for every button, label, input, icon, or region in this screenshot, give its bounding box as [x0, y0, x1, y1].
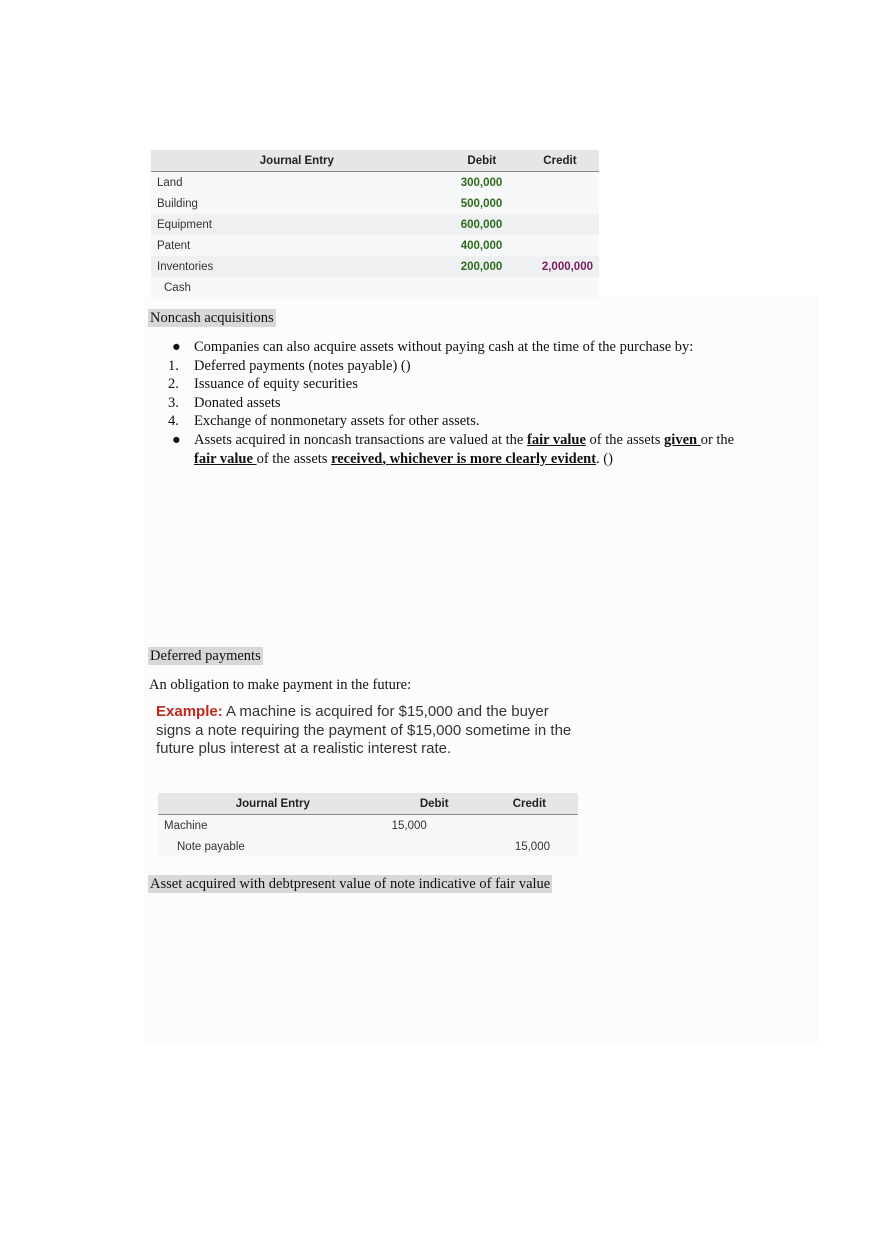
debit-cell — [388, 836, 481, 857]
debit-cell — [443, 277, 521, 298]
account-cell: Equipment — [151, 214, 443, 235]
whichever-emphasis: whichever is more clearly evident — [389, 450, 597, 467]
table-row — [151, 277, 599, 298]
bullet-icon: ● — [172, 431, 181, 448]
fair-value-emphasis: fair value — [194, 450, 257, 467]
debit-cell: 15,000 — [388, 815, 481, 837]
account-cell: Patent — [151, 235, 443, 256]
credit-cell — [521, 193, 599, 214]
column-header-debit: Debit — [388, 793, 481, 815]
account-cell: Note payable — [158, 836, 388, 857]
column-header-credit: Credit — [481, 793, 578, 815]
text-run: . () — [596, 450, 613, 467]
journal-entry-table-2 — [158, 793, 578, 857]
deferred-heading: Deferred payments — [150, 648, 261, 664]
deferred-description: An obligation to make payment in the future: — [149, 677, 412, 693]
credit-cell: 2,000,000 — [521, 256, 599, 277]
table-row — [158, 815, 578, 837]
table-row — [151, 214, 599, 235]
bullet-icon: ● — [172, 339, 181, 355]
example-label: Example: — [156, 703, 223, 720]
debit-cell: 200,000 — [443, 256, 521, 277]
table-row — [151, 256, 599, 277]
table-row — [151, 235, 599, 256]
list-item-text: Issuance of equity securities — [194, 376, 358, 393]
credit-cell — [481, 815, 578, 837]
credit-cell — [521, 214, 599, 235]
list-item — [168, 357, 748, 376]
credit-cell — [521, 172, 599, 194]
asset-debt-heading: Asset acquired with debtpresent value of note indicative of fair value — [150, 876, 551, 892]
noncash-list — [168, 338, 748, 468]
fair-value-emphasis: fair value — [526, 431, 586, 448]
list-item-text: Deferred payments (notes payable) () — [194, 357, 411, 374]
debit-cell: 400,000 — [443, 235, 521, 256]
debit-cell: 300,000 — [443, 172, 521, 194]
account-cell: Inventories — [151, 256, 443, 277]
text-run: , — [382, 450, 390, 467]
table-row — [151, 172, 599, 194]
table-row — [158, 836, 578, 857]
account-cell: Cash — [151, 277, 443, 298]
column-header-credit: Credit — [521, 150, 599, 172]
list-item — [168, 338, 748, 357]
list-item — [168, 375, 748, 394]
text-run: of the assets — [256, 450, 332, 467]
credit-cell — [521, 235, 599, 256]
text-run: or the — [700, 431, 735, 448]
example-text: A machine is acquired for $15,000 and the buyer signs a note requiring the payment of $15,000 sometime in the future plus interest at a realistic interest rate. — [156, 703, 572, 758]
account-cell: Machine — [158, 815, 388, 837]
valuation-text — [194, 431, 748, 468]
account-cell: Building — [151, 193, 443, 214]
column-header-journal-entry: Journal Entry — [158, 793, 388, 815]
debit-cell: 600,000 — [443, 214, 521, 235]
list-item-text: Exchange of nonmonetary assets for other assets. — [194, 413, 480, 430]
account-cell: Land — [151, 172, 443, 194]
list-item — [168, 431, 748, 468]
noncash-heading: Noncash acquisitions — [150, 310, 274, 326]
credit-cell — [521, 277, 599, 298]
text-run: of the assets — [585, 431, 665, 448]
list-marker: 1. — [168, 357, 179, 374]
given-emphasis: given — [664, 431, 701, 448]
list-item — [168, 412, 748, 431]
list-item-text: Donated assets — [194, 394, 281, 411]
debit-cell: 500,000 — [443, 193, 521, 214]
journal-entry-table-1 — [151, 150, 599, 298]
received-emphasis: received — [331, 450, 383, 467]
list-item-text: Companies can also acquire assets without paying cash at the time of the purchase by: — [194, 339, 694, 355]
list-marker: 2. — [168, 376, 179, 393]
list-marker: 4. — [168, 413, 179, 430]
text-run: Assets acquired in noncash transactions are valued at the — [194, 431, 527, 448]
column-header-journal-entry: Journal Entry — [151, 150, 443, 172]
example-box — [156, 703, 586, 759]
table-row — [151, 193, 599, 214]
column-header-debit: Debit — [443, 150, 521, 172]
list-marker: 3. — [168, 394, 179, 411]
list-item — [168, 394, 748, 413]
credit-cell: 15,000 — [481, 836, 578, 857]
